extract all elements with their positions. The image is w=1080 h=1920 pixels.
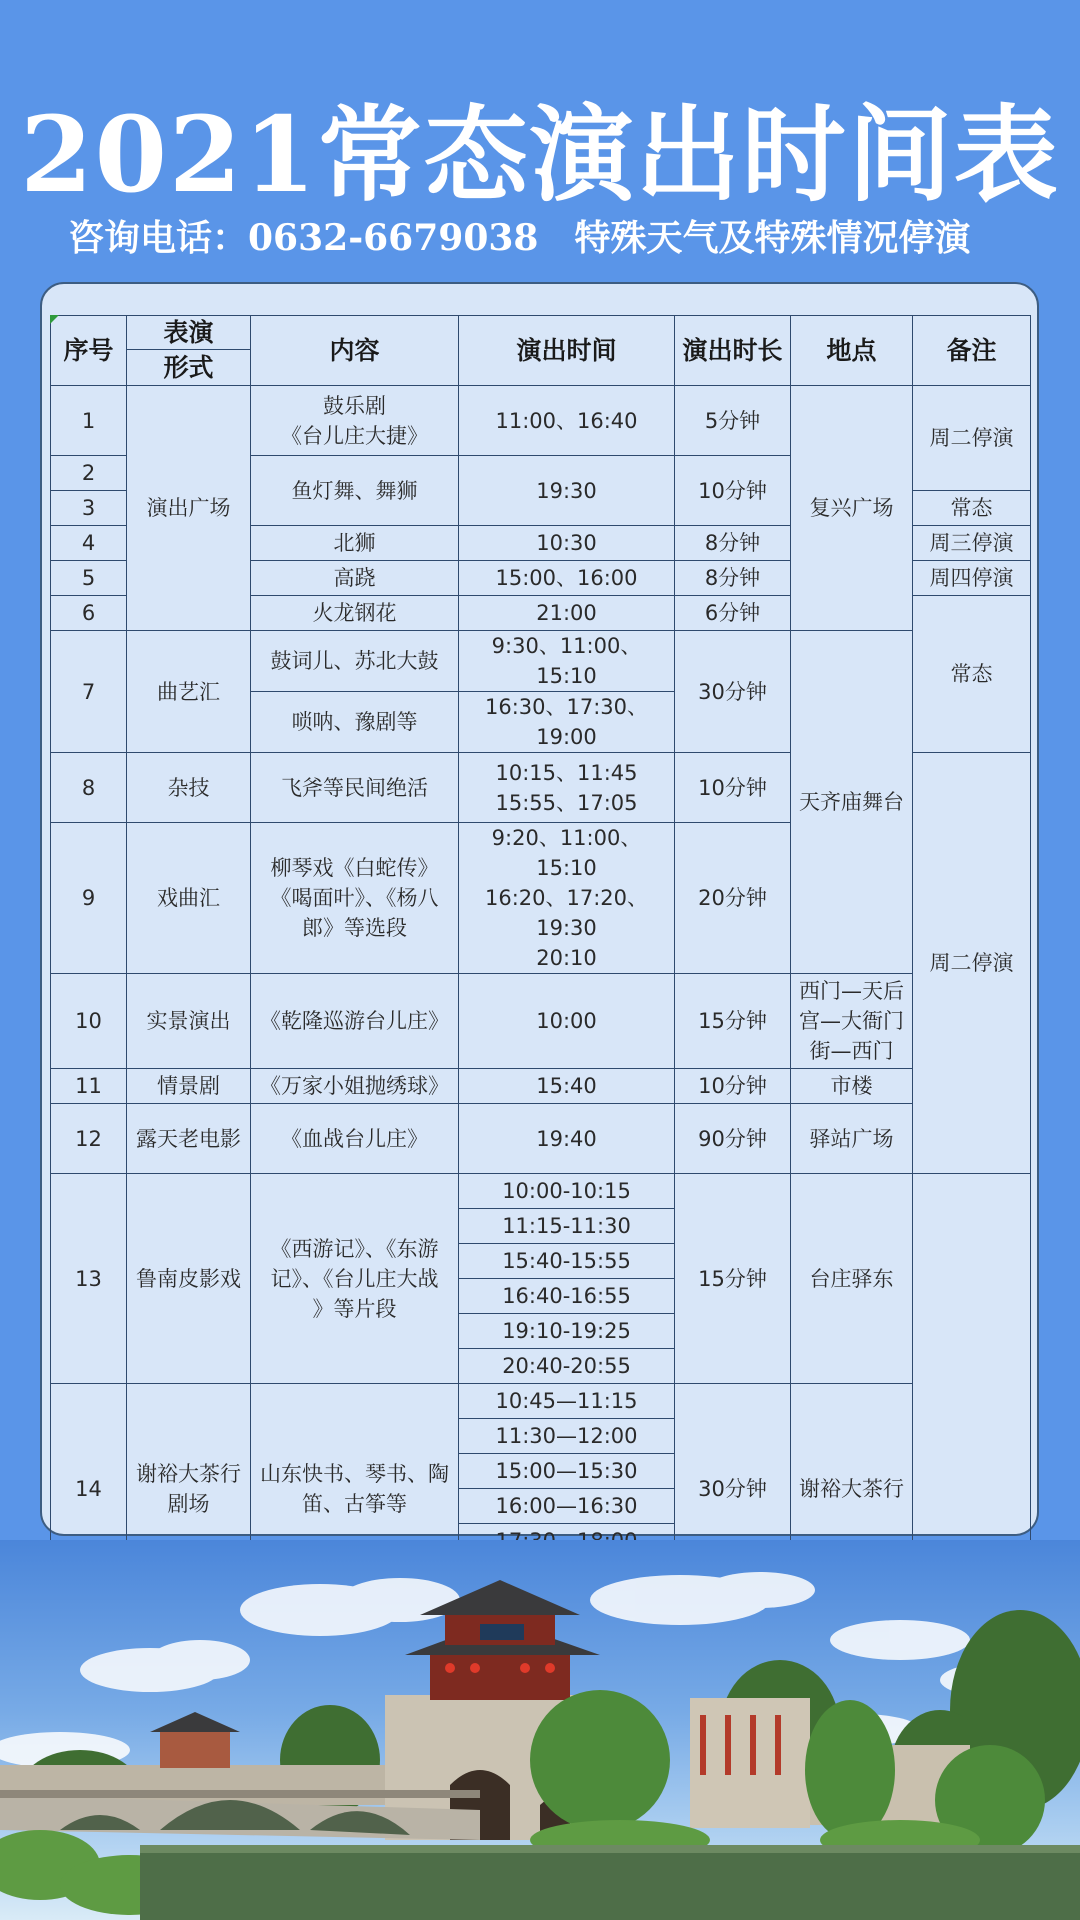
- time-cell: 11:30—12:00: [459, 1419, 675, 1454]
- time-cell: 15:00、16:00: [459, 561, 675, 596]
- header-duration: 演出时长: [675, 316, 791, 386]
- time-cell: 9:30、11:00、15:10: [459, 631, 675, 692]
- table-row: [51, 1384, 1031, 1419]
- header-time: 演出时间: [459, 316, 675, 386]
- content-cell: 《血战台儿庄》: [251, 1104, 459, 1174]
- location-cell: 西门—天后 宫—大衙门 街—西门: [791, 974, 913, 1069]
- form-cell: 情景剧: [127, 1069, 251, 1104]
- content-cell: 《西游记》、《东游 记》、《台儿庄大战 》等片段: [251, 1174, 459, 1384]
- duration-cell: 20分钟: [675, 823, 791, 974]
- content-cell: 高跷: [251, 561, 459, 596]
- location-cell: 市楼: [791, 1069, 913, 1104]
- time-cell: 19:40: [459, 1104, 675, 1174]
- time-cell: 10:45—11:15: [459, 1384, 675, 1419]
- subtitle: [68, 213, 1028, 263]
- river: [140, 1845, 1080, 1920]
- time-cell: 11:15-11:30: [459, 1209, 675, 1244]
- content-cell: 《乾隆巡游台儿庄》: [251, 974, 459, 1069]
- remark-cell: 周二停演: [913, 753, 1031, 1174]
- time-cell: 19:10-19:25: [459, 1314, 675, 1349]
- time-cell: 16:40-16:55: [459, 1279, 675, 1314]
- content-cell: 鼓词儿、苏北大鼓: [251, 631, 459, 692]
- time-cell: 20:40-20:55: [459, 1349, 675, 1384]
- city-gate-illustration: [0, 1540, 1080, 1920]
- header-form-line2: 形式: [127, 350, 251, 386]
- duration-cell: 15分钟: [675, 1174, 791, 1384]
- time-cell: 10:15、11:45 15:55、17:05: [459, 753, 675, 823]
- duration-cell: 8分钟: [675, 561, 791, 596]
- location-cell: 天齐庙舞台: [791, 631, 913, 974]
- content-cell: 火龙钢花: [251, 596, 459, 631]
- content-cell: 飞斧等民间绝活: [251, 753, 459, 823]
- form-cell: 实景演出: [127, 974, 251, 1069]
- row-index: 1: [51, 386, 127, 456]
- time-cell: 21:00: [459, 596, 675, 631]
- row-index: 3: [51, 491, 127, 526]
- row-index: 10: [51, 974, 127, 1069]
- duration-cell: 5分钟: [675, 386, 791, 456]
- schedule-table: [50, 315, 1031, 1594]
- content-cell: 《万家小姐抛绣球》: [251, 1069, 459, 1104]
- header-row: [51, 316, 1031, 350]
- page-title: 2021常态演出时间表: [20, 93, 1060, 216]
- time-cell: 10:30: [459, 526, 675, 561]
- form-cell: 谢裕大茶行 剧场: [127, 1384, 251, 1594]
- remark-cell: 周二停演: [913, 386, 1031, 491]
- header-remark: 备注: [913, 316, 1031, 386]
- content-cell: 鼓乐剧 《台儿庄大捷》: [251, 386, 459, 456]
- duration-cell: 30分钟: [675, 1384, 791, 1594]
- content-cell: 鱼灯舞、舞狮: [251, 456, 459, 526]
- table-row: [51, 386, 1031, 456]
- header-form-line1: 表演: [127, 316, 251, 350]
- form-cell: 曲艺汇: [127, 631, 251, 753]
- row-index: 12: [51, 1104, 127, 1174]
- form-cell: 鲁南皮影戏: [127, 1174, 251, 1384]
- duration-cell: 30分钟: [675, 631, 791, 753]
- table-row: [51, 1104, 1031, 1174]
- table-row: [51, 974, 1031, 1069]
- content-cell: 唢呐、豫剧等: [251, 692, 459, 753]
- time-cell: 19:30: [459, 456, 675, 526]
- time-cell: 15:40: [459, 1069, 675, 1104]
- table-row: [51, 631, 1031, 692]
- ancient-city-gate-photo: [0, 1540, 1080, 1920]
- row-index: 4: [51, 526, 127, 561]
- remark-cell: 周三停演: [913, 526, 1031, 561]
- row-index: 11: [51, 1069, 127, 1104]
- header-index: 序号: [51, 316, 127, 386]
- notice-text: 特殊天气及特殊情况停演: [574, 217, 971, 259]
- form-cell: 杂技: [127, 753, 251, 823]
- time-cell: 16:00—16:30: [459, 1489, 675, 1524]
- time-cell: 16:30、17:30、19:00: [459, 692, 675, 753]
- row-index: 14: [51, 1384, 127, 1594]
- remark-cell: 常态: [913, 491, 1031, 526]
- content-cell: 山东快书、琴书、陶 笛、古筝等: [251, 1384, 459, 1594]
- table-row: [51, 1069, 1031, 1104]
- time-cell: 15:00—15:30: [459, 1454, 675, 1489]
- corner-mark: [50, 315, 59, 324]
- time-cell: 15:40-15:55: [459, 1244, 675, 1279]
- form-cell: 演出广场: [127, 386, 251, 631]
- location-cell: 谢裕大茶行: [791, 1384, 913, 1594]
- duration-cell: 15分钟: [675, 974, 791, 1069]
- time-cell: 10:00: [459, 974, 675, 1069]
- duration-cell: 6分钟: [675, 596, 791, 631]
- row-index: 9: [51, 823, 127, 974]
- form-cell: 戏曲汇: [127, 823, 251, 974]
- location-cell: 复兴广场: [791, 386, 913, 631]
- time-cell: 9:20、11:00、15:10 16:20、17:20、19:30 20:10: [459, 823, 675, 974]
- content-cell: 北狮: [251, 526, 459, 561]
- row-index: 6: [51, 596, 127, 631]
- duration-cell: 10分钟: [675, 753, 791, 823]
- time-cell: 11:00、16:40: [459, 386, 675, 456]
- duration-cell: 10分钟: [675, 1069, 791, 1104]
- content-cell: 柳琴戏《白蛇传》 《喝面叶》、《杨八 郎》等选段: [251, 823, 459, 974]
- row-index: 2: [51, 456, 127, 491]
- time-cell: 10:00-10:15: [459, 1174, 675, 1209]
- phone-label: 咨询电话：0632-6679038: [68, 217, 539, 259]
- duration-cell: 10分钟: [675, 456, 791, 526]
- remark-cell: 常态: [913, 596, 1031, 753]
- row-index: 7: [51, 631, 127, 753]
- header-location: 地点: [791, 316, 913, 386]
- row-index: 8: [51, 753, 127, 823]
- row-index: 13: [51, 1174, 127, 1384]
- duration-cell: 90分钟: [675, 1104, 791, 1174]
- header-content: 内容: [251, 316, 459, 386]
- location-cell: 驿站广场: [791, 1104, 913, 1174]
- table-row: [51, 1174, 1031, 1209]
- remark-cell: 周四停演: [913, 561, 1031, 596]
- location-cell: 台庄驿东: [791, 1174, 913, 1384]
- duration-cell: 8分钟: [675, 526, 791, 561]
- form-cell: 露天老电影: [127, 1104, 251, 1174]
- row-index: 5: [51, 561, 127, 596]
- stone-bridge: [0, 1790, 480, 1840]
